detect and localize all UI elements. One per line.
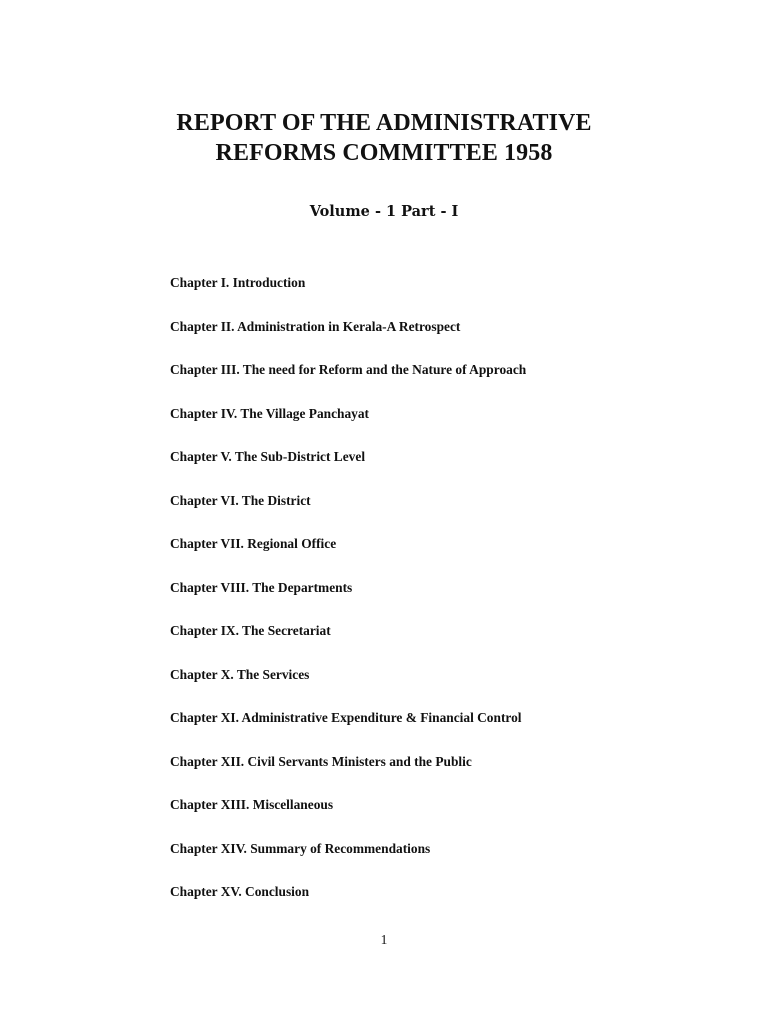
chapter-list: [170, 273, 526, 926]
document-title: [0, 108, 768, 168]
chapter-item: Chapter II. Administration in Kerala-A Retrospect: [170, 318, 461, 334]
chapter-item: Chapter XII. Civil Servants Ministers and the Public: [170, 753, 472, 769]
chapter-item: Chapter VIII. The Departments: [170, 579, 353, 595]
chapter-item: Chapter IX. The Secretariat: [170, 623, 331, 638]
chapter-item: Chapter XIV. Summary of Recommendations: [170, 840, 431, 856]
chapter-item: Chapter XIII. Miscellaneous: [170, 797, 334, 812]
chapter-item: Chapter XV. Conclusion: [170, 884, 310, 899]
chapter-item: Chapter IV. The Village Panchayat: [170, 405, 370, 421]
chapter-item: Chapter XI. Administrative Expenditure & Financial Control: [170, 710, 522, 725]
title-line-2: REFORMS COMMITTEE 1958: [215, 140, 553, 167]
title-line-1: REPORT OF THE ADMINISTRATIVE: [176, 110, 592, 137]
chapter-item: Chapter X. The Services: [170, 666, 310, 682]
page-number: 1: [380, 932, 388, 947]
chapter-item: Chapter I. Introduction: [170, 275, 306, 290]
chapter-item: Chapter V. The Sub-District Level: [170, 449, 366, 464]
chapter-item: Chapter VII. Regional Office: [170, 536, 337, 551]
chapter-item: Chapter III. The need for Reform and the Nature of Approach: [170, 362, 527, 377]
chapter-item: Chapter VI. The District: [170, 492, 311, 508]
volume-subtitle: Volume - 1 Part - I: [309, 203, 459, 220]
